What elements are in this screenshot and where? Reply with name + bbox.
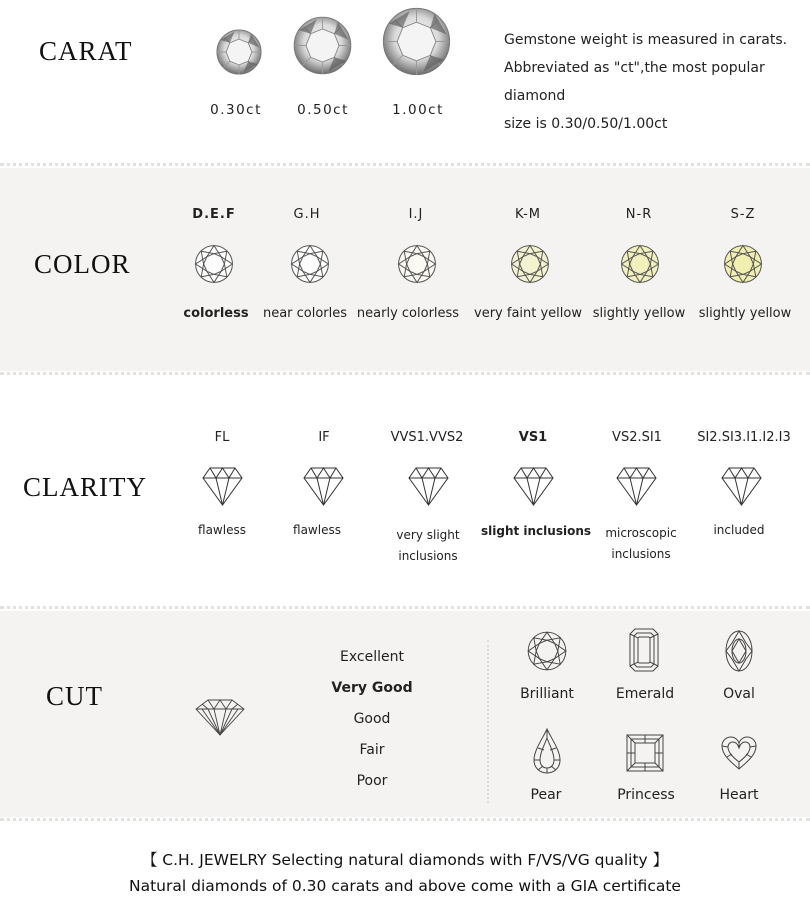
color-diamond-icon (620, 244, 660, 284)
color-diamond-icon (194, 244, 234, 284)
clarity-grade-label: very slight inclusions (396, 528, 460, 563)
clarity-diamond-icon (303, 467, 344, 506)
cut-grade: Fair (359, 742, 385, 758)
shape-label: Pear (530, 787, 562, 803)
cut-grade: Good (353, 711, 391, 727)
carat-size-label: 1.00ct (392, 102, 444, 118)
shape-label: Brilliant (520, 686, 574, 702)
color-diamond-icon (723, 244, 763, 284)
clarity-grade-label: slight inclusions (480, 524, 592, 538)
diamond-100ct-icon (382, 7, 451, 76)
clarity-grade-code: VS2.SI1 (612, 430, 662, 445)
divider (0, 606, 810, 609)
color-grade-code: K-M (514, 207, 542, 222)
footer-line: 【 C.H. JEWELRY Selecting natural diamonds with F/VS/VG quality 】 (141, 851, 669, 869)
clarity-grade-label: microscopic inclusions (605, 526, 677, 561)
color-grade-label: slightly yellow (698, 306, 792, 321)
clarity-grade-code: VVS1.VVS2 (390, 430, 464, 445)
divider (0, 163, 810, 166)
color-grade-code: N-R (625, 207, 653, 222)
cut-divider (487, 640, 489, 803)
cut-grade: Excellent (340, 649, 404, 665)
clarity-grade-code: FL (214, 430, 230, 445)
princess-shape-icon (626, 734, 664, 772)
shape-label: Princess (617, 787, 675, 803)
carat-description-line: Abbreviated as "ct",the most popular diamond (504, 60, 765, 104)
shape-label: Oval (723, 686, 755, 702)
carat-title: CARAT (39, 36, 133, 66)
heart-shape-icon (721, 736, 757, 770)
carat-size-label: 0.50ct (297, 102, 349, 118)
shape-label: Emerald (615, 686, 675, 702)
cut-grade: Very Good (331, 680, 413, 696)
clarity-diamond-icon (408, 467, 449, 506)
color-diamond-icon (510, 244, 550, 284)
color-diamond-icon (290, 244, 330, 284)
carat-description-line: size is 0.30/0.50/1.00ct (504, 116, 668, 132)
color-grade-label: near colorles (262, 306, 348, 321)
clarity-grade-code: VS1 (518, 430, 548, 445)
emerald-shape-icon (629, 628, 659, 672)
clarity-grade-label: included (713, 523, 765, 537)
color-title: COLOR (34, 249, 131, 279)
clarity-diamond-icon (513, 467, 554, 506)
clarity-grade-code: IF (318, 430, 330, 445)
divider (0, 818, 810, 821)
clarity-grade-label: flawless (198, 523, 246, 537)
color-grade-label: nearly colorless (356, 306, 460, 321)
color-grade-code: D.E.F (192, 207, 236, 222)
color-grade-label: slightly yellow (592, 306, 686, 321)
cut-profile-diamond-icon (194, 698, 246, 736)
cut-title: CUT (46, 681, 103, 711)
pear-shape-icon (533, 728, 561, 774)
brilliant-shape-icon (527, 631, 567, 671)
carat-size-label: 0.30ct (210, 102, 262, 118)
clarity-grade-label: flawless (293, 523, 341, 537)
color-grade-label: very faint yellow (474, 306, 582, 321)
diamond-050ct-icon (293, 16, 352, 75)
diamond-030ct-icon (216, 29, 262, 75)
color-diamond-icon (397, 244, 437, 284)
oval-shape-icon (725, 630, 753, 672)
cut-grade: Poor (356, 773, 388, 789)
color-grade-code: G.H (293, 207, 321, 222)
carat-description (504, 26, 810, 138)
carat-description-line: Gemstone weight is measured in carats. (504, 32, 788, 48)
shape-label: Heart (719, 787, 759, 803)
color-grade-code: S-Z (730, 207, 756, 222)
clarity-grade-code: SI2.SI3.I1.I2.I3 (697, 430, 791, 445)
clarity-diamond-icon (202, 467, 243, 506)
divider (0, 372, 810, 375)
clarity-title: CLARITY (23, 472, 147, 502)
color-grade-label: colorless (183, 306, 249, 321)
clarity-diamond-icon (721, 467, 762, 506)
clarity-diamond-icon (616, 467, 657, 506)
footer-line: Natural diamonds of 0.30 carats and above come with a GIA certificate (129, 877, 681, 895)
color-grade-code: I.J (408, 207, 424, 222)
